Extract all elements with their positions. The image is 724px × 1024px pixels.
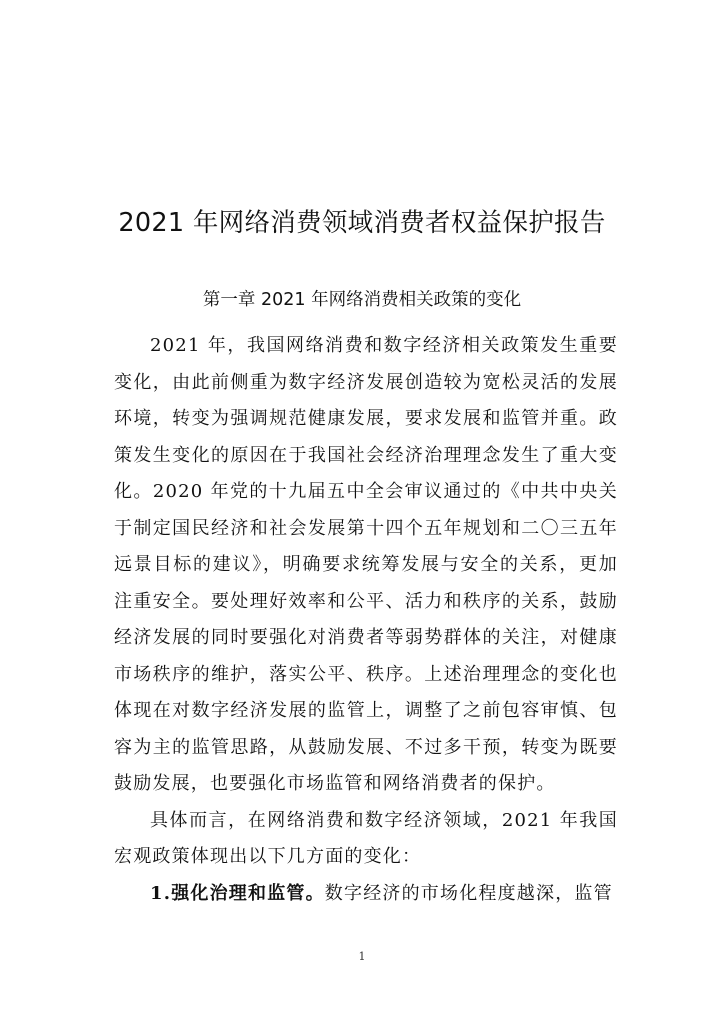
chapter-heading: 第一章 2021 年网络消费相关政策的变化 [202,290,522,310]
point-1-text: 数字经济的市场化程度越深，监管 [324,882,613,904]
point-1-label: 1.强化治理和监管。 [150,882,325,904]
page-number: 1 [358,950,366,963]
paragraph-1: 2021 年，我国网络消费和数字经济相关政策发生重要变化，由此前侧重为数字经济发展创造较为宽松灵活的发展环境，转变为强调规范健康发展，要求发展和监管并重。政策发生变化的原因在于我国社会经济治理理念发生了重大变化。2020 年党的十九届五中全会审议通过的《中共中央关于制定国民经济和社会发展第十四个五年规划和二〇三五年远景目标的建议》，明确要求统筹发展与安全的关系，更加注重安全。要处理好效率和公平、活力和秩序的关系，鼓励经济发展的同时要强化对消费者等弱势群体的关注，对健康市场秩序的维护，落实公平、秩序。上述治理理念的变化也体现在对数字经济发展的监管上，调整了之前包容审慎、包容为主的监管思路，从鼓励发展、不过多干预，转变为既要鼓励发展，也要强化市场监管和网络消费者的保护。 [114,335,618,794]
paragraph-2: 具体而言，在网络消费和数字经济领域，2021 年我国宏观政策体现出以下几方面的变化： [114,809,618,867]
point-1-paragraph [114,876,618,913]
body-text [114,328,618,912]
document-title: 2021 年网络消费领域消费者权益保护报告 [118,208,606,238]
